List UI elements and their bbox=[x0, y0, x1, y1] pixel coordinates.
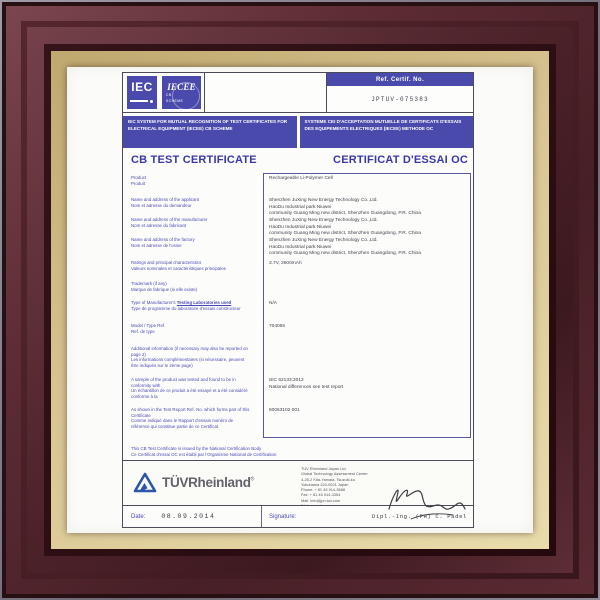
cb-scheme-text-line1: CB bbox=[165, 93, 172, 98]
form-label bbox=[123, 214, 255, 234]
form-row-factory bbox=[123, 234, 473, 257]
form-label bbox=[123, 257, 255, 278]
title-row bbox=[123, 148, 473, 172]
date-value: 08.09.2014 bbox=[161, 513, 216, 520]
iec-logo-cell bbox=[123, 73, 159, 112]
ref-certif-label: Ref. Certif. No. bbox=[327, 73, 473, 86]
tuv-logo-wordmark bbox=[162, 474, 254, 492]
header-blank-cell bbox=[205, 73, 327, 112]
date-label: Date: bbox=[131, 513, 146, 520]
label-en: Name and address of the applicant bbox=[131, 197, 200, 202]
registered-mark: ® bbox=[250, 476, 255, 483]
form-row-additional-info bbox=[123, 343, 473, 374]
label-en: Additional information (if necessary may also be reported on page 2) bbox=[131, 346, 248, 357]
iecee-logo-text: IECEE bbox=[167, 82, 196, 93]
label-en: Product bbox=[131, 175, 147, 180]
form-value: Shenzhen JuXing New Energy Technology Co.,Ltd. HaoDu Industrial park Niuwei community Guang Ming new district, Shenzhen Guangdong, P.R. China bbox=[269, 218, 421, 237]
handwritten-signature bbox=[381, 479, 467, 521]
form-value: 3.7V, 2600mAh bbox=[269, 261, 302, 266]
certificate-form bbox=[123, 172, 473, 444]
certificate-header bbox=[123, 73, 473, 113]
form-value bbox=[255, 278, 473, 297]
signature-scribble-icon bbox=[381, 479, 467, 521]
form-label bbox=[123, 320, 255, 343]
label-en: As shown in the Test Report Ref. No. which forms part of this Certificate bbox=[131, 407, 250, 418]
label-en: A sample of the product was tested and found to be in conformity with bbox=[131, 377, 236, 388]
label-fr: Nom et adresse de l'usine bbox=[131, 242, 182, 248]
issued-by-en: This CB Test Certificate is issued by the National Certification Body bbox=[131, 446, 262, 451]
form-label bbox=[123, 172, 255, 194]
label-fr: Ref. de type bbox=[131, 328, 155, 334]
signature-label: Signature: bbox=[269, 513, 297, 520]
form-row-product bbox=[123, 172, 473, 194]
label-fr: Marque de fabrique (si elle existe) bbox=[131, 286, 198, 292]
form-value bbox=[255, 343, 473, 374]
form-label bbox=[123, 343, 255, 374]
title-english: CB TEST CERTIFICATE bbox=[131, 154, 257, 166]
label-en: Name and address of the manufacturer bbox=[131, 217, 208, 222]
label-fr: Comme indiqué dans le Rapport d'essais numéro de référence qui constitue partie de ce Certificat bbox=[131, 418, 234, 430]
label-en-bold: Testing Laboratories used bbox=[176, 300, 232, 305]
form-value: N/A bbox=[269, 301, 277, 306]
form-value: 50063102 001 bbox=[269, 408, 300, 413]
form-row-applicant bbox=[123, 194, 473, 217]
issuer-address-block: TÜV Rheinland Japan Ltd. Global Technology Assessment Center 4-25-2 Kita-Yamata, Tsuzuki-ku Yokohama 224-0021 Japan Phone: + 81 45 914-3888 Fax: + 81 45 914-3354 Mail: info@jpn.tuv.com bbox=[301, 466, 368, 503]
scheme-banner-english: IEC SYSTEM FOR MUTUAL RECOGNITION OF TEST CERTIFICATES FOR ELECTRICAL EQUIPMENT (IECEE) CB SCHEME bbox=[123, 116, 297, 148]
form-label bbox=[123, 194, 255, 214]
label-en-prefix: Type of Manufacturer's bbox=[131, 300, 177, 305]
form-value: Shenzhen JuXing New Energy Technology Co.,Ltd. HaoDu Industrial park Niuwei community Guang Ming new district, Shenzhen Guangdong, P.R. China bbox=[269, 198, 421, 217]
form-value: Shenzhen JuXing New Energy Technology Co.,Ltd. HaoDu Industrial park Niuwei community Guang Ming new district, Shenzhen Guangdong, P.R. China bbox=[269, 238, 421, 257]
label-en: Model / Type Ref. bbox=[131, 323, 166, 328]
label-fr: Un échantillon de ce produit a été essayé et a été considéré conforme à la bbox=[131, 388, 248, 400]
tuv-triangle-icon bbox=[133, 472, 157, 494]
label-fr: Type de programme du laboratoire d'essais constructeur bbox=[131, 305, 241, 311]
ref-certif-number: JPTUV-075383 bbox=[327, 86, 473, 112]
form-value: 704065 bbox=[269, 324, 286, 329]
form-row-trademark bbox=[123, 278, 473, 297]
ref-certif-box bbox=[327, 73, 473, 112]
scheme-banner-french: SYSTEME CEI D'ACCEPTATION MUTUELLE DE CERTIFICATS D'ESSAIS DES EQUIPEMENTS ELECTRIQUES (IECEE) METHODE OC bbox=[300, 116, 474, 148]
form-label bbox=[123, 234, 255, 257]
tuv-rheinland-logo bbox=[123, 461, 301, 505]
form-row-conformity bbox=[123, 374, 473, 404]
issued-by-fr: Ce Certificat d'essai OC est établi par l'Organisme National de Certification bbox=[131, 451, 277, 457]
iec-logo-text: IEC bbox=[131, 80, 153, 94]
iecee-logo-cell bbox=[159, 73, 205, 112]
label-fr: Valeurs nominales et caractéristiques principales bbox=[131, 265, 226, 271]
cb-test-certificate bbox=[122, 72, 474, 528]
signatory-name: Dipl.-Ing. (FH) C. Padel bbox=[372, 513, 467, 520]
issued-by-statement bbox=[123, 444, 473, 460]
label-fr: Produit bbox=[131, 180, 145, 186]
cb-scheme-text-line2: SCHEME bbox=[165, 98, 184, 103]
certificate-paper bbox=[67, 67, 533, 533]
form-label bbox=[123, 278, 255, 297]
scheme-banners bbox=[123, 116, 473, 148]
label-en: Name and address of the factory bbox=[131, 237, 195, 242]
label-en: Ratings and principal characteristics bbox=[131, 260, 202, 265]
form-row-testing-labs bbox=[123, 297, 473, 320]
iecee-cb-scheme-logo bbox=[162, 76, 201, 109]
form-value: IEC 62133:2012 National differences see test report bbox=[269, 378, 344, 390]
title-french: CERTIFICAT D'ESSAI OC bbox=[333, 154, 468, 166]
tuv-logo-text: TÜVRheinland bbox=[162, 475, 251, 490]
label-fr: Nom et adresse du demandeur bbox=[131, 202, 192, 208]
form-row-model bbox=[123, 320, 473, 343]
label-fr: Nom et adresse du fabricant bbox=[131, 222, 187, 228]
label-en: Trademark (if any) bbox=[131, 281, 167, 286]
form-value: Rechargeable Li-Polymer Cell bbox=[269, 176, 333, 181]
iec-logo bbox=[127, 76, 157, 109]
form-row-manufacturer bbox=[123, 214, 473, 237]
form-row-test-report bbox=[123, 404, 473, 442]
form-label bbox=[123, 297, 255, 320]
form-label bbox=[123, 374, 255, 404]
form-label bbox=[123, 404, 255, 442]
form-row-ratings bbox=[123, 257, 473, 278]
footer-box bbox=[123, 460, 473, 505]
label-fr: Les informations complémentaires (si nécessaire, peuvent être indiqués sur le 2ème page) bbox=[131, 357, 245, 369]
